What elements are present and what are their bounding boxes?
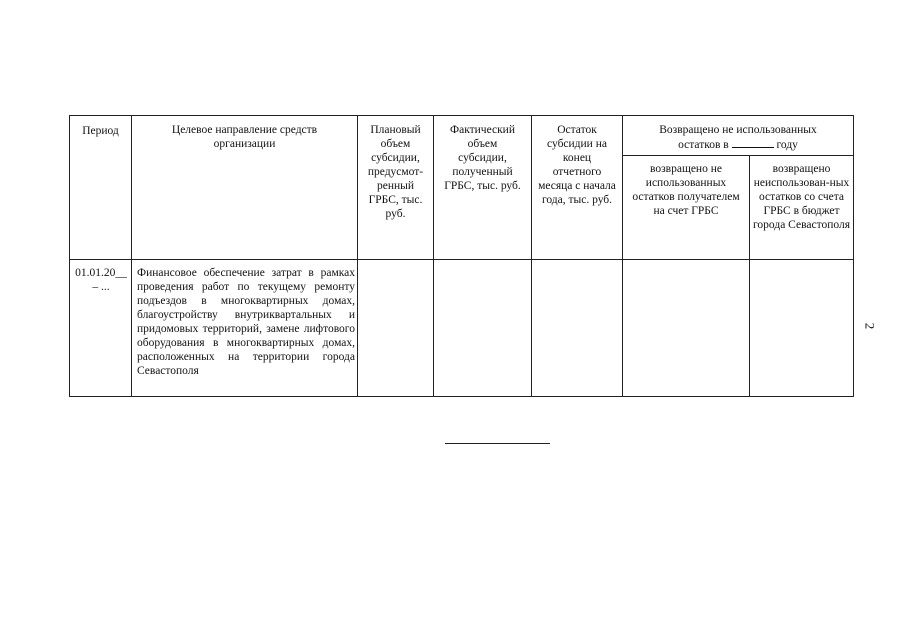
cell-purpose: Финансовое обеспечение затрат в рамках проведения работ по текущему ремонту подъездов в многоквартирных домах, благоустройству внутриквартальных и придомовых территорий, замене лифтового оборудования в многоквартирных домах, расположенных на территории города Севастополя [132, 260, 358, 397]
header-returned-group [623, 116, 854, 156]
table-row [70, 260, 854, 397]
cell-period: 01.01.20__ – ... [70, 260, 132, 397]
cell-remainder [532, 260, 623, 397]
header-returned-prefix: Возвращено не использованных остатков в [659, 124, 817, 151]
header-returned-suffix: году [776, 139, 798, 151]
subsidy-report-table [69, 115, 854, 397]
cell-planned [358, 260, 434, 397]
cell-returned-to-budget [750, 260, 854, 397]
header-period: Период [70, 116, 132, 260]
page-number: 2 [862, 322, 878, 330]
cell-actual [434, 260, 532, 397]
header-remainder: Остаток субсидии на конец отчетного месяца с начала года, тыс. руб. [532, 116, 623, 260]
cell-returned-to-grbs [623, 260, 750, 397]
header-actual-volume: Фактический объем субсидии, полученный ГРБС, тыс. руб. [434, 116, 532, 260]
header-returned-to-budget: возвращено неиспользован-ных остатков со счета ГРБС в бюджет города Севастополя [750, 156, 854, 260]
header-purpose: Целевое направление средств организации [132, 116, 358, 260]
header-returned-to-grbs: возвращено не использованных остатков получателем на счет ГРБС [623, 156, 750, 260]
footnote-separator-line [445, 443, 550, 444]
header-planned-volume: Плановый объем субсидии, предусмот-ренный ГРБС, тыс. руб. [358, 116, 434, 260]
year-blank-line [732, 137, 774, 148]
